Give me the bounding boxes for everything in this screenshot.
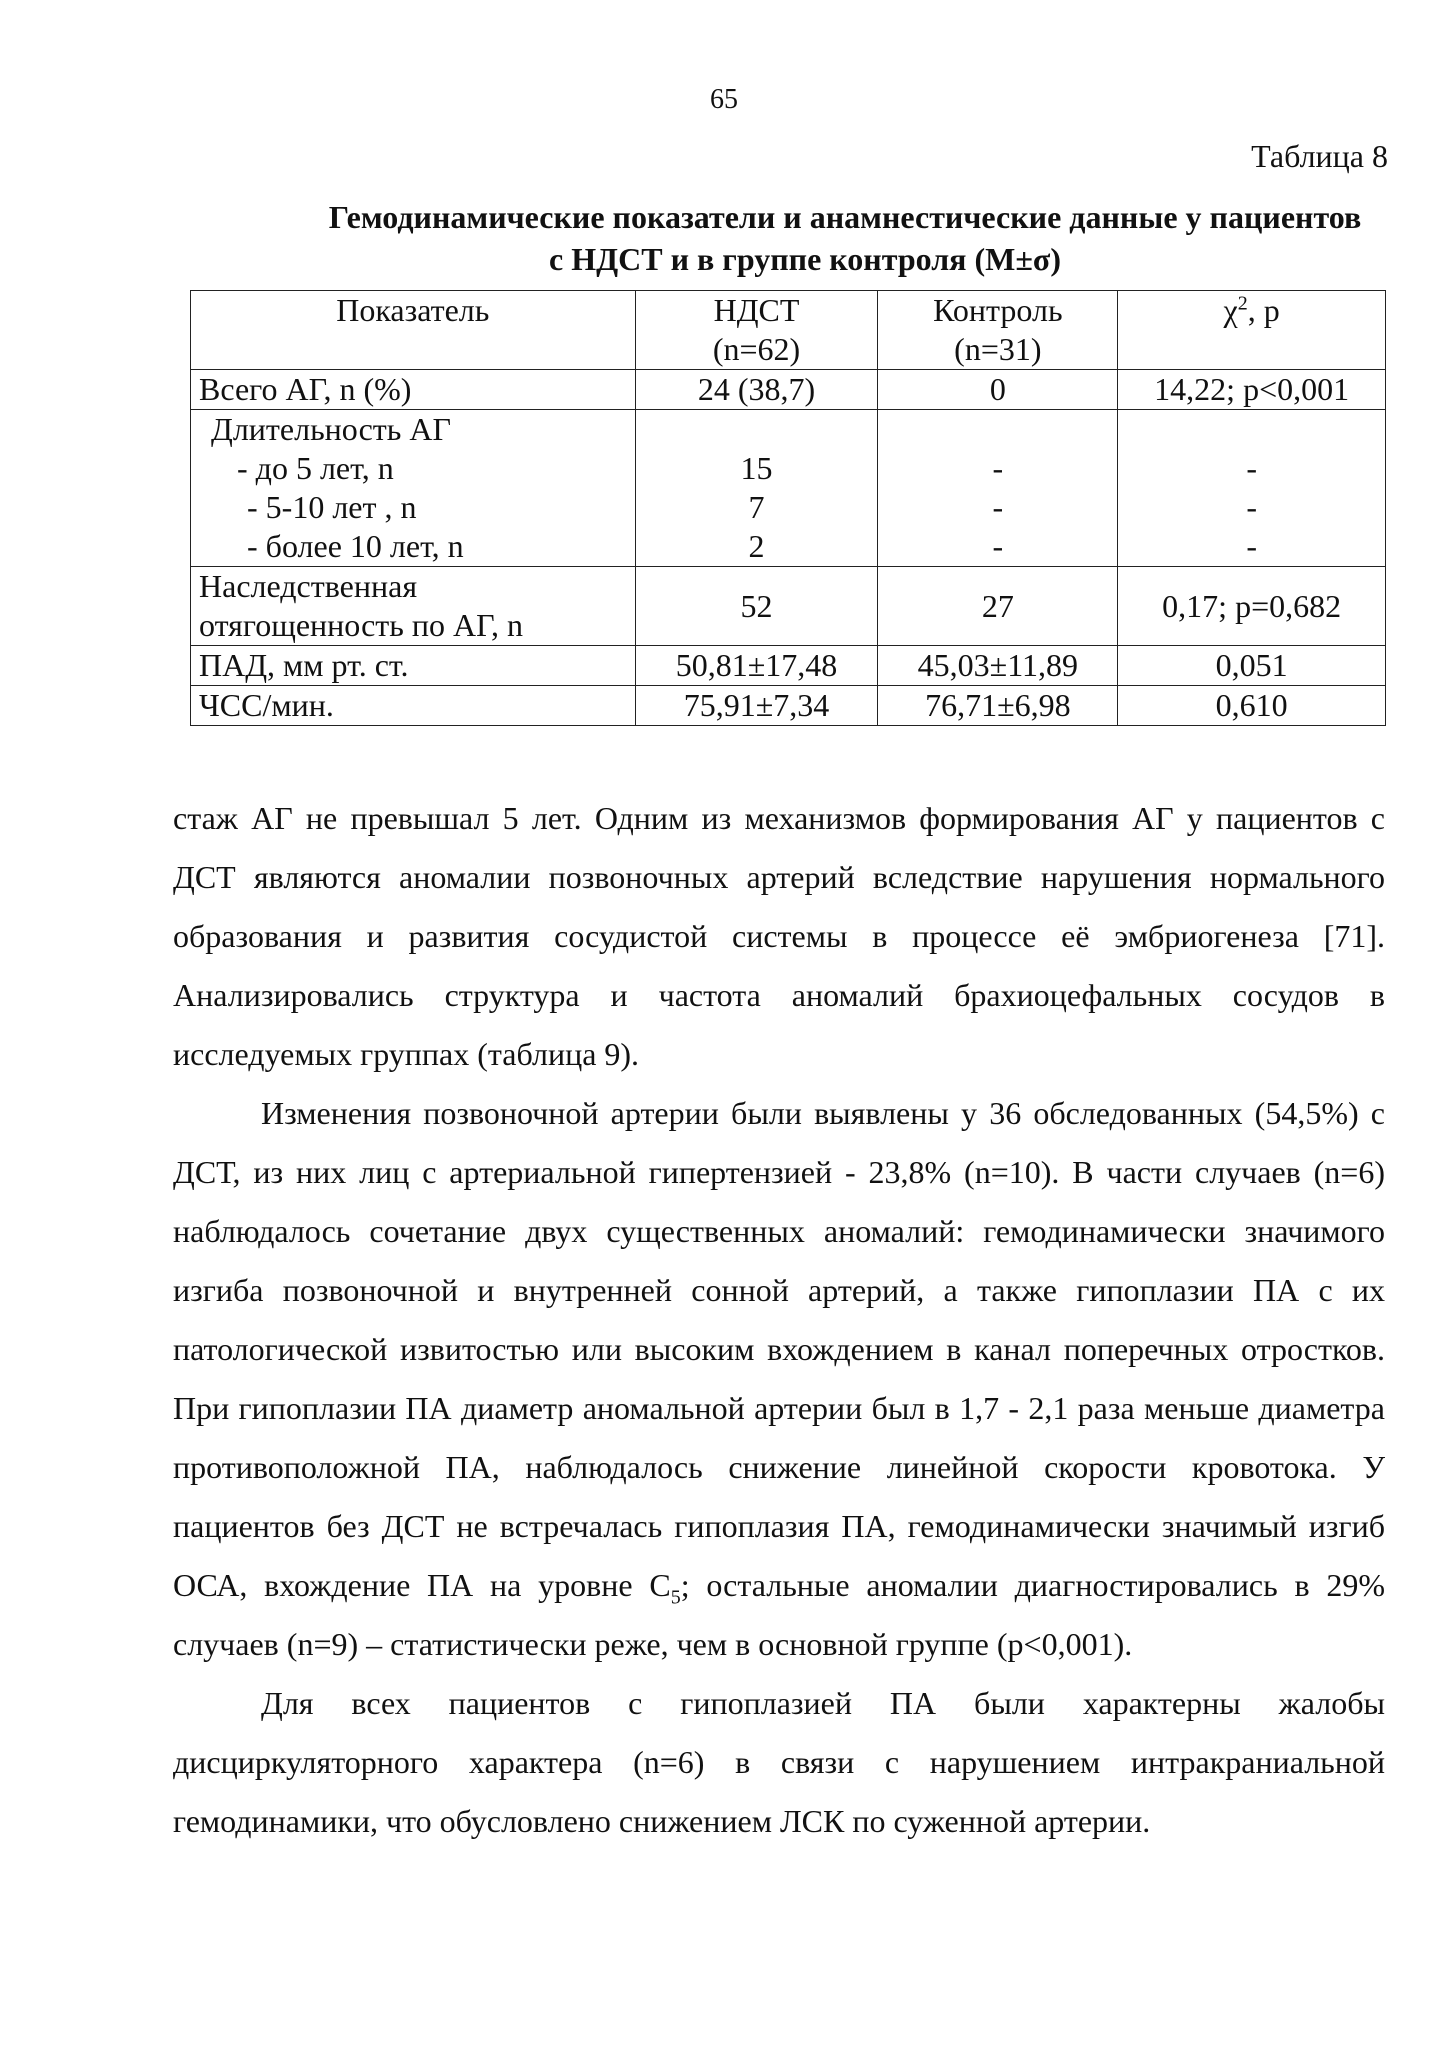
header-indicator: Показатель — [191, 291, 636, 370]
cell-label: Наследственная отягощенность по АГ, n — [191, 567, 636, 646]
cell-control: 76,71±6,98 — [878, 686, 1118, 726]
cell-control: 0 — [878, 370, 1118, 410]
cell-label: Всего АГ, n (%) — [191, 370, 636, 410]
cell-chi: 0,17; p=0,682 — [1118, 567, 1386, 646]
cell-ndst: 75,91±7,34 — [635, 686, 878, 726]
paragraph-3: Для всех пациентов с гипоплазией ПА были характерны жалобы дисциркуляторного характера (n=6) в связи с нарушением интракраниальной гемодинамики, что обусловлено снижением ЛСК по суженной артерии. — [173, 1685, 1385, 1839]
cell-chi: 14,22; p<0,001 — [1118, 370, 1386, 410]
table-title — [190, 196, 1420, 280]
cell-ndst: 50,81±17,48 — [635, 646, 878, 686]
table-row-ag-total — [191, 370, 1386, 410]
table-row-ag-duration — [191, 410, 1386, 567]
cell-ndst: 15 7 2 — [635, 410, 878, 567]
table-row-pad — [191, 646, 1386, 686]
cell-label: Длительность АГ - до 5 лет, n - 5-10 лет , n - более 10 лет, n — [191, 410, 636, 567]
body-text — [173, 789, 1385, 1851]
table-header-row — [191, 291, 1386, 370]
table-row-heart-rate — [191, 686, 1386, 726]
table-title-line-1: Гемодинамические показатели и анамнестические данные у пациентов — [328, 199, 1362, 235]
table-row-heredity — [191, 567, 1386, 646]
cell-label: ПАД, мм рт. ст. — [191, 646, 636, 686]
table-title-line-2: с НДСТ и в группе контроля (M±σ) — [549, 241, 1061, 277]
cell-control: - - - — [878, 410, 1118, 567]
table-label: Таблица 8 — [1251, 138, 1388, 174]
cell-control: 27 — [878, 567, 1118, 646]
paragraph-2: Изменения позвоночной артерии были выявлены у 36 обследованных (54,5%) с ДСТ, из них лиц с артериальной гипертензией - 23,8% (n=10). В части случаев (n=6) наблюдалось сочетание двух существенных аномалий: гемодинамически значимого изгиба позвоночной и внутренней сонной артерий, а также гипоплазии ПА с их патологической извитостью или высоким вхождением в канал поперечных отростков. При гипоплазии ПА диаметр аномальной артерии был в 1,7 - 2,1 раза меньше диаметра противоположной ПА, наблюдалось снижение линейной скорости кровотока. У пациентов без ДСТ не встречалась гипоплазия ПА, гемодинамически значимый изгиб ОСА, вхождение ПА на уровне $C_5$; остальные аномалии диагностировались в 29% случаев (n=9) – статистически реже, чем в основной группе (p<0,001). — [173, 1095, 1386, 1662]
page-number: 65 — [710, 84, 738, 115]
cell-chi: - - - — [1118, 410, 1386, 567]
cell-ndst: 24 (38,7) — [635, 370, 878, 410]
header-control: Контроль (n=31) — [878, 291, 1118, 370]
hemodynamic-table — [190, 290, 1386, 726]
cell-label: ЧСС/мин. — [191, 686, 636, 726]
cell-chi: 0,051 — [1118, 646, 1386, 686]
cell-control: 45,03±11,89 — [878, 646, 1118, 686]
paragraph-1: стаж АГ не превышал 5 лет. Одним из механизмов формирования АГ у пациентов с ДСТ являются аномалии позвоночных артерий вследствие нарушения нормального образования и развития сосудистой системы в процессе её эмбриогенеза [71]. Анализировались структура и частота аномалий брахиоцефальных сосудов в исследуемых группах (таблица 9). — [173, 800, 1385, 1072]
header-ndst: НДСТ (n=62) — [635, 291, 878, 370]
cell-ndst: 52 — [635, 567, 878, 646]
cell-chi: 0,610 — [1118, 686, 1386, 726]
header-chi-square: $\chi^2$, p — [1118, 291, 1386, 370]
